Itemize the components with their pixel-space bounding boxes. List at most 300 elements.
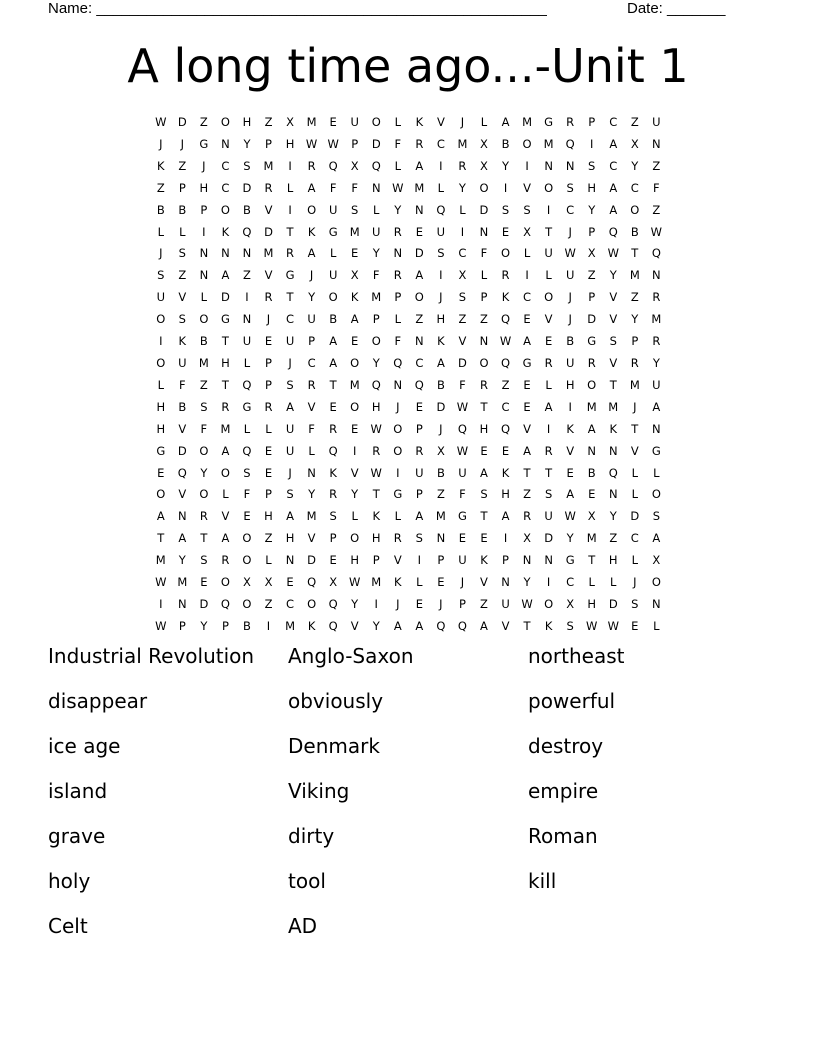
grid-letter: M <box>543 136 554 151</box>
grid-letter: J <box>439 596 443 611</box>
grid-letter: M <box>306 115 317 129</box>
grid-letter: J <box>633 575 637 590</box>
grid-letter: O <box>544 596 554 611</box>
grid-letter: S <box>588 158 596 173</box>
grid-letter: R <box>372 443 381 458</box>
word-list-item: obviously <box>288 689 384 713</box>
grid-letter: T <box>329 377 337 392</box>
grid-letter: V <box>350 465 359 480</box>
grid-letter: A <box>178 531 187 546</box>
grid-letter: M <box>263 246 274 261</box>
word-list-item: northeast <box>528 644 625 668</box>
grid-letter: J <box>460 575 465 590</box>
grid-letter: O <box>587 377 597 392</box>
grid-letter: C <box>630 531 639 546</box>
grid-letter: B <box>630 224 639 239</box>
grid-letter: V <box>566 443 575 458</box>
grid-letter: J <box>180 136 185 151</box>
grid-letter: V <box>221 509 230 524</box>
grid-letter: X <box>350 158 359 173</box>
grid-letter: N <box>652 268 661 283</box>
grid-letter: N <box>608 487 618 502</box>
grid-letter: Q <box>328 158 338 173</box>
grid-letter: E <box>523 377 531 392</box>
grid-letter: I <box>396 465 400 480</box>
grid-letter: T <box>286 290 294 305</box>
grid-letter: C <box>221 158 230 173</box>
grid-letter: O <box>307 202 317 217</box>
grid-row <box>150 112 667 134</box>
grid-letter: O <box>328 290 338 305</box>
grid-letter: R <box>544 443 553 458</box>
grid-letter: P <box>329 531 337 546</box>
grid-letter: O <box>414 290 424 305</box>
grid-letter: X <box>587 509 596 524</box>
grid-letter: R <box>415 443 424 458</box>
grid-letter: N <box>393 246 403 261</box>
grid-letter: N <box>587 443 597 458</box>
grid-letter: D <box>371 136 381 151</box>
grid-letter: L <box>243 421 251 436</box>
grid-letter: I <box>546 421 551 436</box>
grid-letter: A <box>587 421 596 436</box>
grid-letter: R <box>458 158 467 173</box>
grid-letter: J <box>159 136 163 151</box>
grid-letter: U <box>501 596 510 611</box>
grid-letter: X <box>523 531 532 546</box>
grid-letter: G <box>199 136 209 151</box>
grid-letter: J <box>439 421 443 436</box>
grid-letter: O <box>156 355 166 370</box>
grid-letter: W <box>155 575 167 590</box>
grid-letter: D <box>242 180 252 195</box>
grid-letter: L <box>329 246 337 261</box>
grid-letter: W <box>370 465 382 480</box>
grid-letter: R <box>393 268 402 283</box>
grid-letter: Q <box>328 596 338 611</box>
grid-letter: S <box>501 202 510 217</box>
grid-letter: V <box>307 531 316 546</box>
grid-letter: L <box>545 377 552 392</box>
grid-letter: G <box>565 553 575 568</box>
grid-letter: I <box>288 158 292 173</box>
grid-letter: U <box>458 553 467 568</box>
grid-letter: Z <box>415 312 424 327</box>
grid-letter: T <box>523 465 531 480</box>
grid-letter: Y <box>631 312 639 327</box>
grid-letter: L <box>545 268 552 283</box>
grid-letter: R <box>415 136 424 151</box>
word-list-item: Celt <box>48 914 88 938</box>
grid-letter: K <box>609 421 618 436</box>
grid-letter: A <box>350 312 359 327</box>
grid-letter: I <box>439 158 443 173</box>
grid-letter: U <box>652 115 661 129</box>
grid-letter: O <box>630 202 640 217</box>
grid-letter: T <box>480 399 488 414</box>
grid-letter: U <box>652 377 661 392</box>
grid-letter: W <box>155 618 167 633</box>
grid-letter: D <box>220 290 230 305</box>
word-list-item: AD <box>288 914 318 938</box>
grid-letter: D <box>414 246 424 261</box>
grid-letter: S <box>351 202 359 217</box>
grid-letter: Y <box>652 355 660 370</box>
grid-letter: S <box>200 553 208 568</box>
grid-letter: O <box>156 312 166 327</box>
grid-letter: L <box>653 618 660 633</box>
grid-letter: A <box>609 180 618 195</box>
grid-letter: S <box>566 618 574 633</box>
grid-letter: N <box>522 553 532 568</box>
grid-letter: Q <box>307 575 317 590</box>
grid-letter: A <box>393 618 402 633</box>
grid-letter: L <box>265 553 272 568</box>
grid-letter: L <box>610 575 617 590</box>
grid-letter: O <box>307 596 317 611</box>
grid-letter: R <box>652 334 661 349</box>
grid-row <box>150 528 667 550</box>
grid-letter: O <box>522 136 532 151</box>
grid-row <box>150 222 667 244</box>
grid-letter: Y <box>372 246 380 261</box>
grid-row <box>150 156 667 178</box>
grid-row <box>150 331 667 353</box>
grid-letter: S <box>200 399 208 414</box>
grid-letter: A <box>480 465 488 480</box>
grid-letter: I <box>374 596 378 611</box>
grid-letter: O <box>371 334 381 349</box>
grid-letter: V <box>609 355 618 370</box>
grid-letter: A <box>652 399 661 414</box>
grid-letter: I <box>546 575 551 590</box>
grid-letter: L <box>351 509 358 524</box>
grid-letter: L <box>653 465 660 480</box>
grid-letter: H <box>608 553 618 568</box>
grid-letter: S <box>415 531 423 546</box>
grid-row <box>150 484 667 506</box>
grid-letter: L <box>157 224 164 239</box>
grid-letter: L <box>588 575 595 590</box>
grid-letter: O <box>479 180 489 195</box>
grid-letter: M <box>457 136 468 151</box>
grid-row <box>150 353 667 375</box>
grid-letter: W <box>349 575 361 590</box>
grid-letter: D <box>630 509 640 524</box>
grid-letter: Z <box>587 268 596 283</box>
grid-letter: Z <box>156 180 165 195</box>
word-list-item: Denmark <box>288 734 380 758</box>
grid-letter: L <box>394 115 401 129</box>
grid-letter: L <box>373 202 380 217</box>
word-list-item: island <box>48 779 108 803</box>
grid-letter: U <box>565 268 575 283</box>
grid-letter: K <box>415 115 424 129</box>
grid-letter: E <box>588 487 596 502</box>
grid-letter: L <box>200 290 208 305</box>
grid-letter: F <box>394 136 402 151</box>
grid-row <box>150 572 667 594</box>
grid-letter: Q <box>177 465 187 480</box>
date-field-label: Date: _______ <box>627 0 726 17</box>
grid-letter: J <box>460 115 465 129</box>
grid-letter: A <box>329 355 338 370</box>
grid-letter: Z <box>630 290 639 305</box>
grid-letter: B <box>566 334 575 349</box>
grid-letter: P <box>200 202 208 217</box>
grid-letter: C <box>415 355 424 370</box>
grid-letter: C <box>523 290 532 305</box>
grid-letter: V <box>609 290 618 305</box>
grid-letter: P <box>394 290 402 305</box>
grid-letter: M <box>586 399 597 414</box>
grid-letter: K <box>307 618 316 633</box>
grid-letter: E <box>458 531 467 546</box>
grid-letter: Z <box>480 596 488 611</box>
grid-letter: T <box>200 531 208 546</box>
grid-letter: W <box>456 443 469 458</box>
word-list-item: disappear <box>48 689 148 713</box>
grid-letter: Q <box>436 618 446 633</box>
grid-letter: E <box>329 399 337 414</box>
grid-letter: L <box>265 421 272 436</box>
grid-letter: V <box>350 618 359 633</box>
grid-letter: W <box>370 421 382 436</box>
grid-letter: M <box>651 312 662 327</box>
grid-row <box>150 178 667 200</box>
grid-letter: X <box>286 115 294 129</box>
word-list-item: ice age <box>48 734 121 758</box>
grid-letter: D <box>544 531 554 546</box>
word-list-item: dirty <box>288 824 335 848</box>
grid-letter: R <box>264 290 273 305</box>
grid-letter: Y <box>394 202 402 217</box>
grid-letter: D <box>199 596 209 611</box>
grid-letter: P <box>372 312 380 327</box>
grid-letter: O <box>479 355 489 370</box>
grid-letter: Q <box>457 618 467 633</box>
grid-row <box>150 287 667 309</box>
grid-letter: Z <box>178 268 187 283</box>
grid-letter: H <box>371 399 381 414</box>
grid-letter: Y <box>523 575 531 590</box>
grid-letter: A <box>307 246 316 261</box>
grid-letter: M <box>608 399 619 414</box>
grid-letter: I <box>503 531 508 546</box>
grid-letter: D <box>307 553 317 568</box>
grid-letter: I <box>288 202 292 217</box>
grid-letter: Y <box>308 487 316 502</box>
grid-letter: L <box>631 465 639 480</box>
grid-letter: D <box>264 224 273 239</box>
grid-letter: W <box>650 224 663 239</box>
grid-letter: Q <box>220 596 230 611</box>
grid-letter: F <box>372 268 380 283</box>
grid-letter: V <box>178 290 187 305</box>
grid-letter: N <box>307 465 316 480</box>
grid-letter: Z <box>652 202 661 217</box>
grid-letter: C <box>221 180 230 195</box>
grid-letter: R <box>479 377 488 392</box>
word-list-item: Viking <box>288 779 350 803</box>
grid-letter: Y <box>351 596 359 611</box>
grid-letter: Z <box>480 312 488 327</box>
grid-letter: Q <box>242 377 252 392</box>
grid-letter: R <box>221 399 230 414</box>
grid-letter: K <box>178 334 187 349</box>
grid-letter: H <box>587 596 597 611</box>
grid-letter: V <box>609 312 618 327</box>
grid-letter: I <box>568 399 572 414</box>
grid-letter: J <box>288 355 292 370</box>
grid-letter: D <box>587 312 597 327</box>
grid-letter: I <box>266 618 271 633</box>
grid-letter: F <box>179 377 186 392</box>
grid-letter: X <box>329 575 338 590</box>
grid-letter: H <box>156 421 166 436</box>
grid-letter: E <box>329 115 337 129</box>
grid-letter: N <box>565 158 575 173</box>
grid-row <box>150 134 667 156</box>
grid-letter: B <box>436 465 445 480</box>
grid-letter: R <box>587 355 596 370</box>
grid-letter: R <box>307 377 316 392</box>
grid-letter: E <box>329 553 337 568</box>
grid-letter: E <box>437 575 445 590</box>
grid-letter: E <box>351 246 359 261</box>
grid-letter: L <box>394 312 401 327</box>
word-list-item: tool <box>288 869 326 893</box>
grid-letter: O <box>544 290 554 305</box>
grid-letter: A <box>501 115 510 129</box>
grid-letter: B <box>587 465 596 480</box>
grid-letter: K <box>157 158 165 173</box>
grid-letter: E <box>415 596 423 611</box>
grid-letter: B <box>178 202 187 217</box>
grid-letter: Q <box>242 224 252 239</box>
grid-letter: T <box>631 246 639 261</box>
grid-letter: U <box>285 443 295 458</box>
grid-letter: U <box>156 290 165 305</box>
grid-letter: S <box>458 290 467 305</box>
grid-letter: K <box>329 465 337 480</box>
grid-letter: E <box>243 509 251 524</box>
grid-letter: A <box>221 443 230 458</box>
grid-letter: S <box>286 377 294 392</box>
grid-letter: B <box>243 202 251 217</box>
grid-letter: P <box>265 136 272 151</box>
grid-letter: P <box>265 487 272 502</box>
grid-letter: G <box>328 224 338 239</box>
grid-letter: A <box>415 158 424 173</box>
grid-letter: C <box>501 399 510 414</box>
grid-letter: N <box>285 553 295 568</box>
grid-letter: D <box>479 202 489 217</box>
grid-letter: Z <box>501 377 510 392</box>
grid-letter: G <box>522 355 532 370</box>
grid-letter: Q <box>242 443 252 458</box>
grid-letter: T <box>545 465 553 480</box>
grid-letter: J <box>439 290 443 305</box>
grid-letter: L <box>286 180 294 195</box>
grid-letter: V <box>436 115 445 129</box>
grid-letter: Y <box>178 553 186 568</box>
grid-letter: U <box>178 355 187 370</box>
grid-letter: O <box>220 202 230 217</box>
grid-row <box>150 419 667 441</box>
grid-letter: Y <box>351 487 359 502</box>
grid-letter: A <box>415 268 424 283</box>
grid-letter: T <box>372 487 380 502</box>
grid-letter: I <box>546 202 551 217</box>
grid-letter: O <box>393 421 403 436</box>
grid-letter: H <box>587 180 597 195</box>
grid-letter: N <box>371 180 381 195</box>
grid-letter: O <box>350 531 360 546</box>
grid-letter: U <box>285 421 295 436</box>
grid-letter: S <box>243 158 251 173</box>
grid-letter: Y <box>502 158 510 173</box>
grid-letter: B <box>329 312 338 327</box>
grid-letter: S <box>437 246 445 261</box>
grid-letter: Q <box>500 355 511 370</box>
grid-letter: F <box>459 377 466 392</box>
grid-letter: N <box>608 443 618 458</box>
grid-letter: L <box>480 115 488 129</box>
grid-letter: O <box>350 355 360 370</box>
grid-letter: K <box>394 575 402 590</box>
grid-letter: T <box>221 334 229 349</box>
grid-letter: N <box>199 268 209 283</box>
grid-letter: K <box>221 224 230 239</box>
grid-letter: W <box>521 596 533 611</box>
grid-letter: I <box>460 224 465 239</box>
grid-letter: E <box>415 399 423 414</box>
word-search-grid <box>150 112 667 638</box>
grid-letter: J <box>396 596 400 611</box>
grid-letter: A <box>523 334 531 349</box>
grid-letter: F <box>653 180 660 195</box>
grid-row <box>150 506 667 528</box>
grid-letter: V <box>523 421 531 436</box>
grid-letter: V <box>264 268 273 283</box>
grid-letter: X <box>480 158 488 173</box>
grid-letter: O <box>371 115 381 129</box>
grid-letter: N <box>436 531 446 546</box>
grid-letter: N <box>652 421 661 436</box>
grid-letter: W <box>456 399 469 414</box>
grid-row <box>150 463 667 485</box>
grid-row <box>150 397 667 419</box>
grid-letter: U <box>415 465 424 480</box>
grid-letter: P <box>631 334 639 349</box>
grid-letter: R <box>652 290 661 305</box>
grid-letter: K <box>566 421 574 436</box>
grid-letter: P <box>588 224 596 239</box>
grid-letter: E <box>351 421 359 436</box>
grid-letter: G <box>544 115 554 129</box>
grid-letter: P <box>458 596 466 611</box>
grid-letter: E <box>264 465 273 480</box>
grid-letter: X <box>350 268 359 283</box>
grid-letter: E <box>480 443 488 458</box>
grid-letter: Z <box>458 312 467 327</box>
grid-letter: M <box>629 268 640 283</box>
grid-letter: G <box>220 312 230 327</box>
grid-letter: S <box>631 596 639 611</box>
grid-letter: T <box>588 553 596 568</box>
grid-letter: E <box>157 465 165 480</box>
